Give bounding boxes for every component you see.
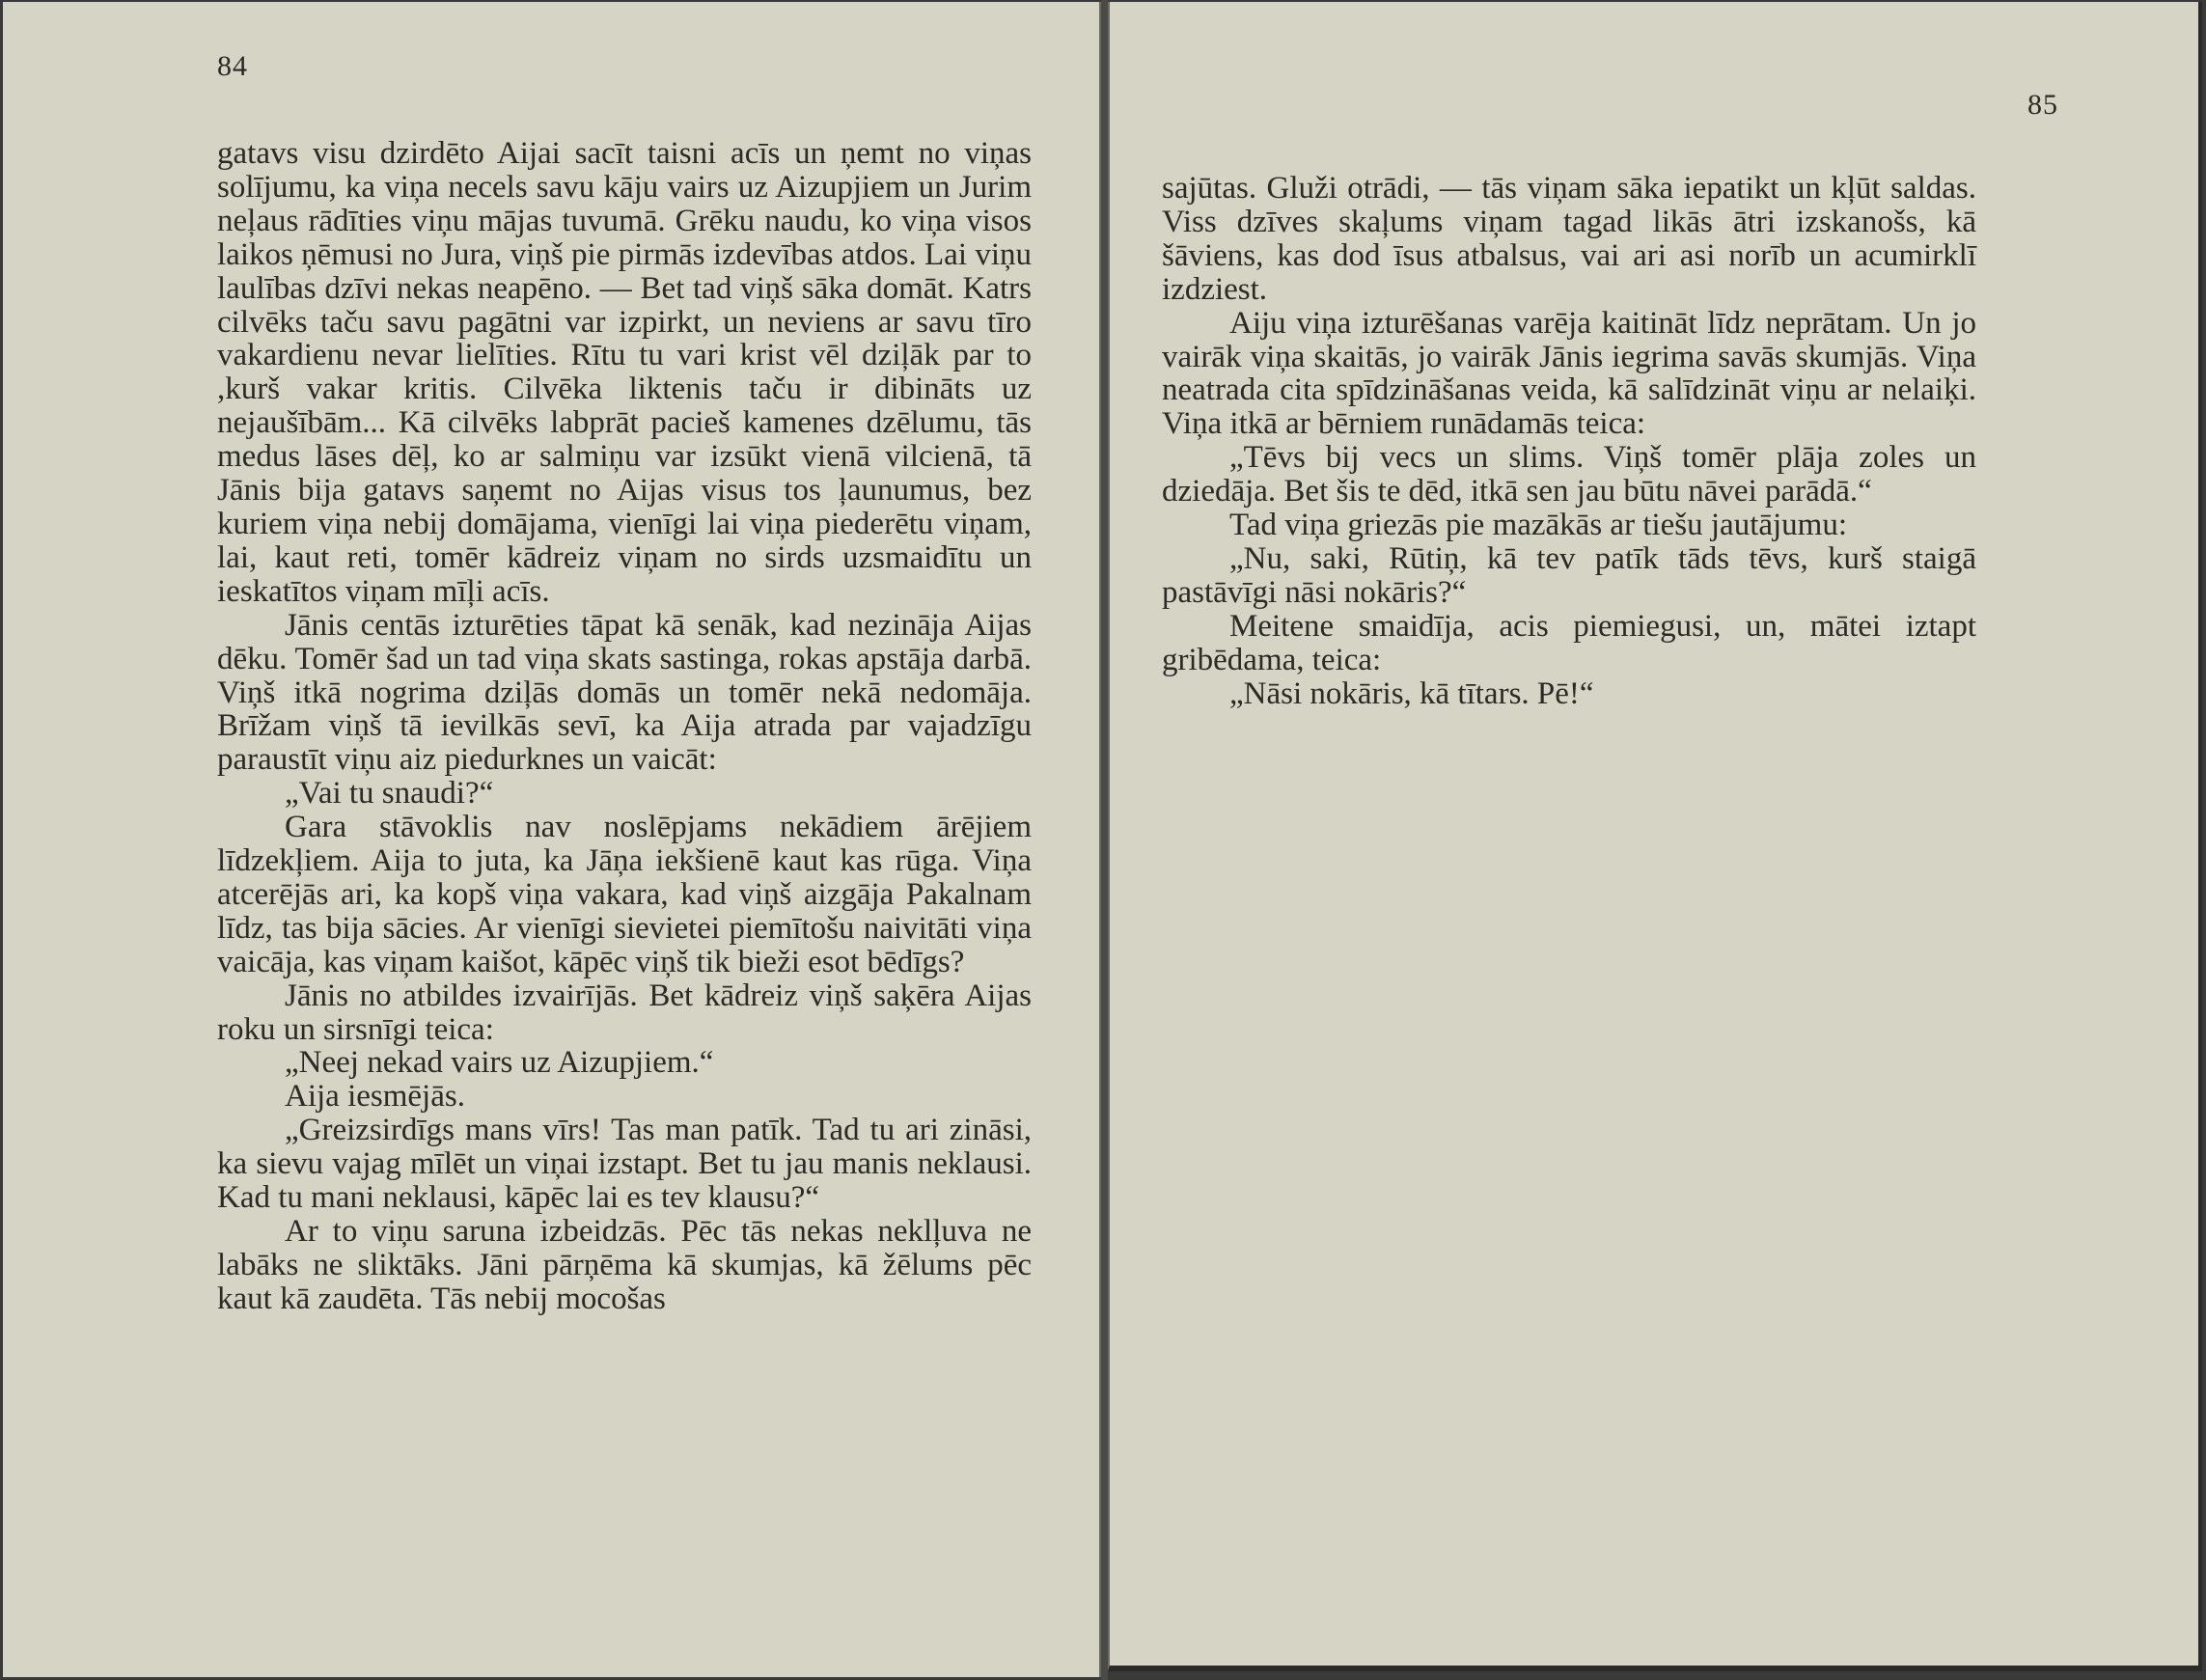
page-number: 84 — [217, 50, 248, 82]
page-text — [217, 137, 1032, 1316]
paragraph: „Nāsi nokāris, kā tītars. Pē!“ — [1229, 675, 1594, 711]
paragraph: Jānis centās izturēties tāpat kā senāk, kad nezināja Aijas dēku. Tomēr šad un tad viņa skats sastinga, rokas apstāja darbā. Viņš itkā nogrima dziļās domās un tomēr nekā nedomāja. Brīžam viņš tā ievilkās sevī, ka Aija atrada par vajadzīgu paraustīt viņu aiz piedurknes un vaicāt: — [217, 607, 1032, 778]
paragraph: Ar to viņu saruna izbeidzās. Pēc tās nekas neklļuva ne labāks ne sliktāks. Jāni pārņēma kā skumjas, kā žēlums pēc kaut kā zaudēta. Tās nebij mocošas — [217, 1214, 1032, 1316]
page-text — [1162, 172, 1976, 711]
paragraph: Gara stāvoklis nav noslēpjams nekādiem ārējiem līdzekļiem. Aija to juta, ka Jāņa iekšienē kaut kas rūga. Viņa atcerējās ari, ka kopš viņa vakara, kad viņš aizgāja Pakalnam līdz, tas bija sācies. Ar vienīgi sievietei piemītošu naivitāti viņa vaicāja, kas viņam kaišot, kāpēc viņš tik bieži esot bēdīgs? — [217, 810, 1032, 979]
paragraph: Tad viņa griezās pie mazākās ar tiešu jautājumu: — [1229, 508, 1848, 543]
paragraph: „Nu, saki, Rūtiņ, kā tev patīk tāds tēvs, kurš staigā pastāvīgi nāsi nokāris?“ — [1162, 540, 1976, 610]
paragraph: „Greizsirdīgs mans vīrs! Tas man patīk. Tad tu ari zināsi, ka sievu vajag mīlēt un viņai izstapt. Bet tu jau manis neklausi. Kad tu mani neklausi, kāpēc lai es tev klausu?“ — [217, 1113, 1032, 1216]
paragraph: gatavs visu dzirdēto Aijai sacīt taisni acīs un ņemt no viņas solījumu, ka viņa necels savu kāju vairs uz Aizupjiem un Jurim neļaus rādīties viņu mājas tuvumā. Grēku naudu, ko viņa visos laikos ņēmusi no Jura, viņš pie pirmās izdevības atdos. Lai viņu laulības dzīvi nekas neapēno. — Bet tad viņš sāka domāt. Katrs cilvēks taču savu pagātni var izpirkt, un neviens ar savu tīro vakardienu nevar lielīties. Rītu tu vari krist vēl dziļāk par to ,kurš vakar kritis. Cilvēka liktenis taču ir dibināts uz nejaušībām... Kā cilvēks labprāt pacieš kamenes dzēlumu, tās medus lāses dēļ, ko ar salmiņu var izsūkt vienā vilcienā, tā Jānis bija gatavs saņemt no Aijas visus tos ļaunumus, bez kuriem viņa nebij domājama, vienīgi lai viņa piederētu viņam, lai, kaut reti, tomēr kādreiz viņam no sirds uzsmaidītu un ieskatītos viņam mīļi acīs. — [217, 136, 1032, 609]
paragraph: „Tēvs bij vecs un slims. Viņš tomēr plāja zoles un dziedāja. Bet šis te dēd, itkā sen jau būtu nāvei parādā.“ — [1162, 440, 1976, 510]
book-gutter — [1101, 0, 1108, 1680]
paragraph: Aija iesmējās. — [285, 1079, 465, 1115]
left-page — [3, 2, 1101, 1677]
paragraph: „Vai tu snaudi?“ — [285, 776, 494, 812]
paragraph: Jānis no atbildes izvairījās. Bet kādreiz viņš saķēra Aijas roku un sirsnīgi teica: — [217, 978, 1032, 1047]
paragraph: Meitene smaidīja, acis piemiegusi, un, mātei iztapt gribēdama, teica: — [1162, 608, 1976, 677]
paragraph: „Neej nekad vairs uz Aizupjiem.“ — [285, 1045, 714, 1081]
paragraph: sajūtas. Gluži otrādi, — tās viņam sāka iepatikt un kļūt saldas. Viss dzīves skaļums viņam tagad likās ātri izskanošs, kā šāviens, kas dod īsus atbalsus, vai ari asi norīb un acumirklī izdziest. — [1162, 171, 1976, 307]
page-number: 85 — [2027, 89, 2058, 121]
right-page — [1108, 2, 2202, 1671]
paragraph: Aiju viņa izturēšanas varēja kaitināt līdz neprātam. Un jo vairāk viņa skaitās, jo vairāk Jānis iegrima savās skumjās. Viņa neatrada cita spīdzināšanas veida, kā salīdzināt viņu ar nelaiķi. Viņa itkā ar bērniem runādamās teica: — [1162, 305, 1976, 442]
